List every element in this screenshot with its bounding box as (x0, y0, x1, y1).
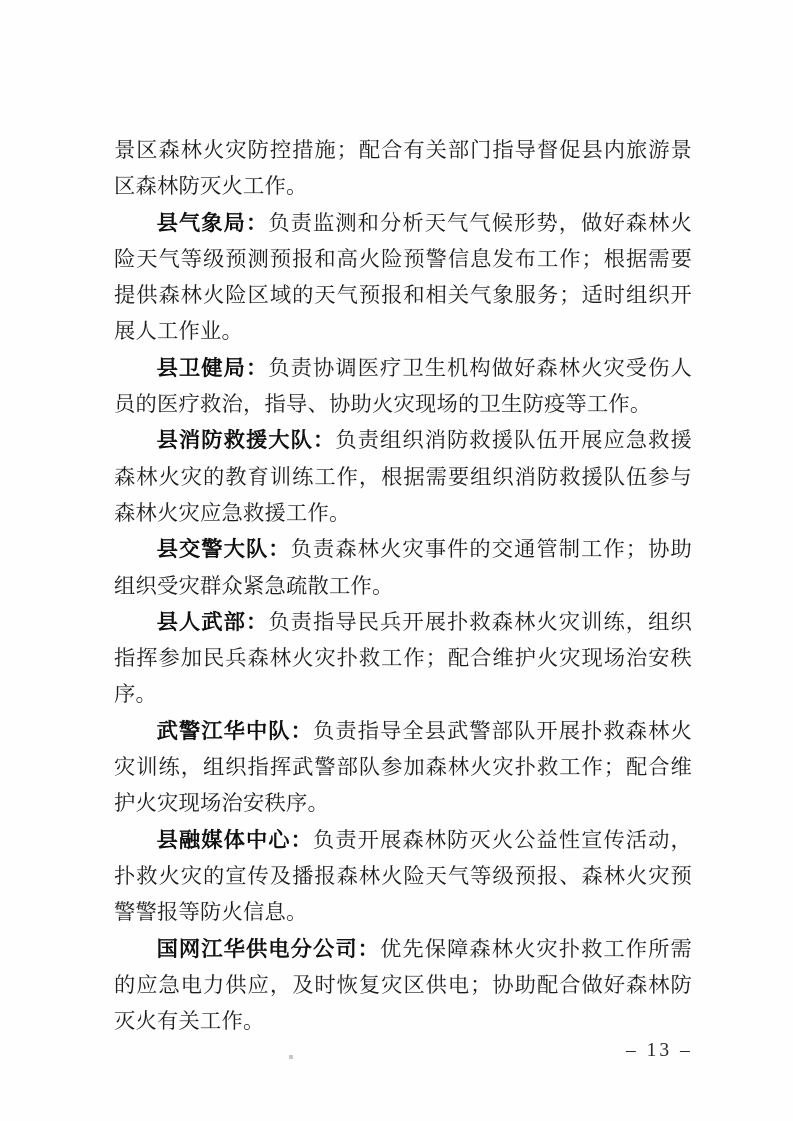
department-name: 武警江华中队： (156, 718, 313, 743)
paragraph (114, 713, 692, 822)
scan-artifact (289, 1055, 293, 1059)
paragraph-text: 负责指导民兵开展扑救森林火灾训练，组织指挥参加民兵森林火灾扑救工作；配合维护火灾现场治安秩序。 (114, 609, 692, 707)
paragraph (114, 350, 692, 423)
paragraph (114, 132, 692, 205)
paragraph (114, 205, 692, 350)
paragraph (114, 531, 692, 604)
paragraph-text: 负责监测和分析天气气候形势，做好森林火险天气等级预测预报和高火险预警信息发布工作；根据需要提供森林火险区域的天气预报和相关气象服务；适时组织开展人工作业。 (114, 210, 692, 344)
department-name: 县融媒体中心： (156, 827, 313, 852)
department-name: 县卫健局： (156, 355, 269, 380)
paragraph-text: 负责森林火灾事件的交通管制工作；协助组织受灾群众紧急疏散工作。 (114, 537, 692, 598)
paragraph (114, 822, 692, 931)
department-name: 县交警大队： (156, 537, 291, 562)
department-name: 县人武部： (156, 609, 269, 634)
department-name: 县气象局： (156, 210, 269, 235)
paragraph (114, 422, 692, 531)
paragraph-text: 负责组织消防救援队伍开展应急救援森林火灾的教育训练工作，根据需要组织消防救援队伍参与森林火灾应急救援工作。 (114, 428, 692, 525)
department-name: 县消防救援大队： (156, 428, 336, 453)
paragraph-text: 负责指导全县武警部队开展扑救森林火灾训练，组织指挥武警部队参加森林火灾扑救工作；配合维护火灾现场治安秩序。 (114, 718, 692, 816)
page-number: – 13 – (626, 1040, 693, 1061)
document-body (114, 132, 692, 1039)
paragraph (114, 604, 692, 713)
paragraph-text: 负责开展森林防灭火公益性宣传活动，扑救火灾的宣传及播报森林火险天气等级预报、森林火灾预警警报等防火信息。 (114, 827, 692, 925)
department-name: 国网江华供电分公司： (156, 936, 381, 961)
paragraph (114, 931, 692, 1040)
paragraph-text: 负责协调医疗卫生机构做好森林火灾受伤人员的医疗救治，指导、协助火灾现场的卫生防疫等工作。 (114, 355, 692, 417)
paragraph-text: 景区森林火灾防控措施；配合有关部门指导督促县内旅游景区森林防灭火工作。 (114, 138, 692, 199)
paragraph-text: 优先保障森林火灾扑救工作所需的应急电力供应，及时恢复灾区供电；协助配合做好森林防灭火有关工作。 (114, 936, 692, 1034)
